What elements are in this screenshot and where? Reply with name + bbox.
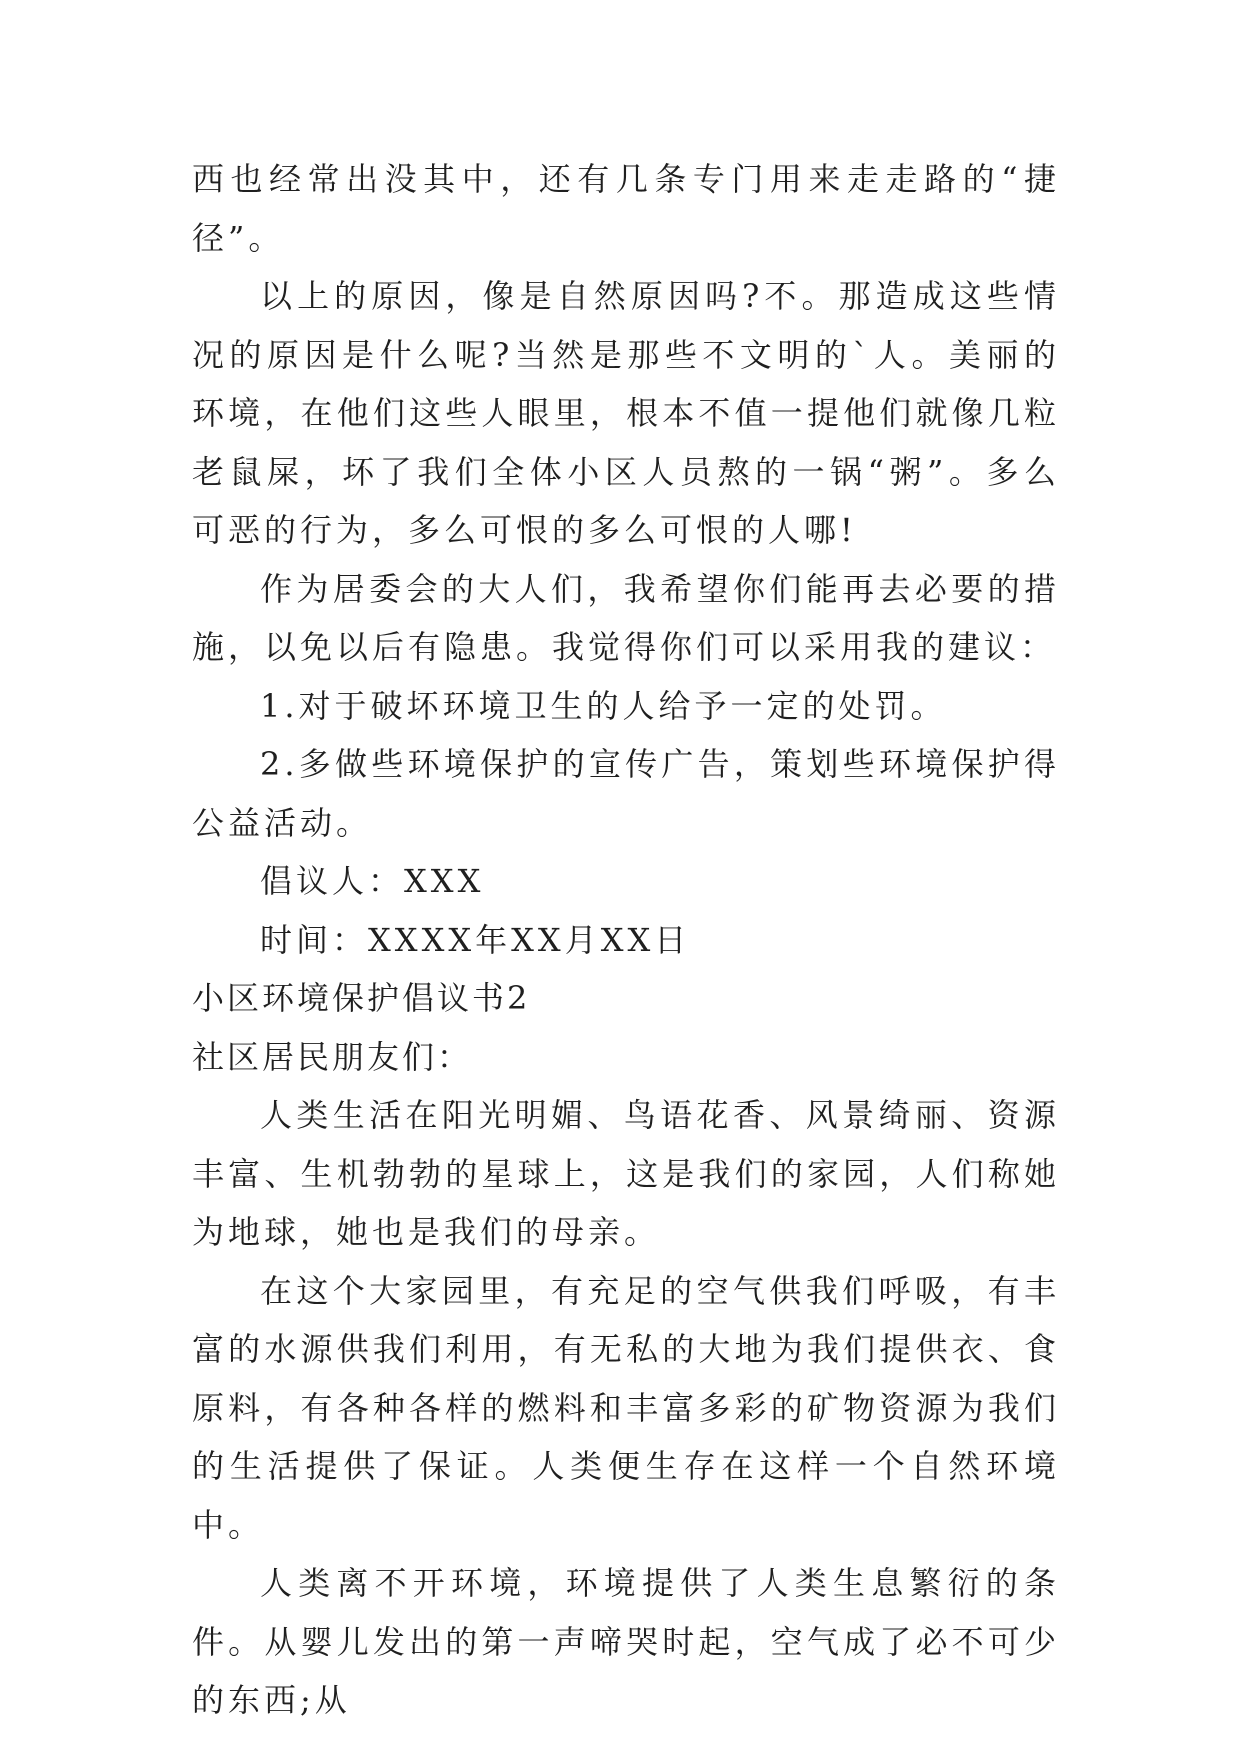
paragraph-environment: 人类离不开环境，环境提供了人类生息繁衍的条件。从婴儿发出的第一声啼哭时起，空气成了必不可少的东西;从 <box>192 1564 1060 1719</box>
paragraph-request: 作为居委会的大人们，我希望你们能再去必要的措施，以免以后有隐患。我觉得你们可以采用我的建议： <box>192 569 1060 666</box>
paragraph-homeland: 在这个大家园里，有充足的空气供我们呼吸，有丰富的水源供我们利用，有无私的大地为我们提供衣、食原料，有各种各样的燃料和丰富多彩的矿物资源为我们的生活提供了保证。人类便生存在这样一个自然环境中。 <box>192 1271 1060 1544</box>
suggestion-item-1: 1.对于破坏环境卫生的人给予一定的处罚。 <box>260 686 947 725</box>
section-title: 小区环境保护倡议书2 <box>192 979 531 1017</box>
paragraph-causes: 以上的原因，像是自然原因吗?不。那造成这些情况的原因是什么呢?当然是那些不文明的`人。美丽的环境，在他们这些人眼里，根本不值一提他们就像几粒老鼠屎，坏了我们全体小区人员熬的一锅“粥”。多么可恶的行为，多么可恨的多么可恨的人哪! <box>192 277 1060 549</box>
salutation: 社区居民朋友们： <box>192 1037 473 1076</box>
initiator-line: 倡议人：XXX <box>260 862 485 900</box>
paragraph-continuation: 西也经常出没其中，还有几条专门用来走走路的“捷径”。 <box>192 160 1060 257</box>
date-line: 时间：XXXX年XX月XX日 <box>260 920 691 959</box>
paragraph-earth: 人类生活在阳光明媚、鸟语花香、风景绮丽、资源丰富、生机勃勃的星球上，这是我们的家园，人们称她为地球，她也是我们的母亲。 <box>192 1096 1060 1251</box>
suggestion-item-2: 2.多做些环境保护的宣传广告，策划些环境保护得公益活动。 <box>192 745 1060 842</box>
document-body <box>192 150 1060 1730</box>
